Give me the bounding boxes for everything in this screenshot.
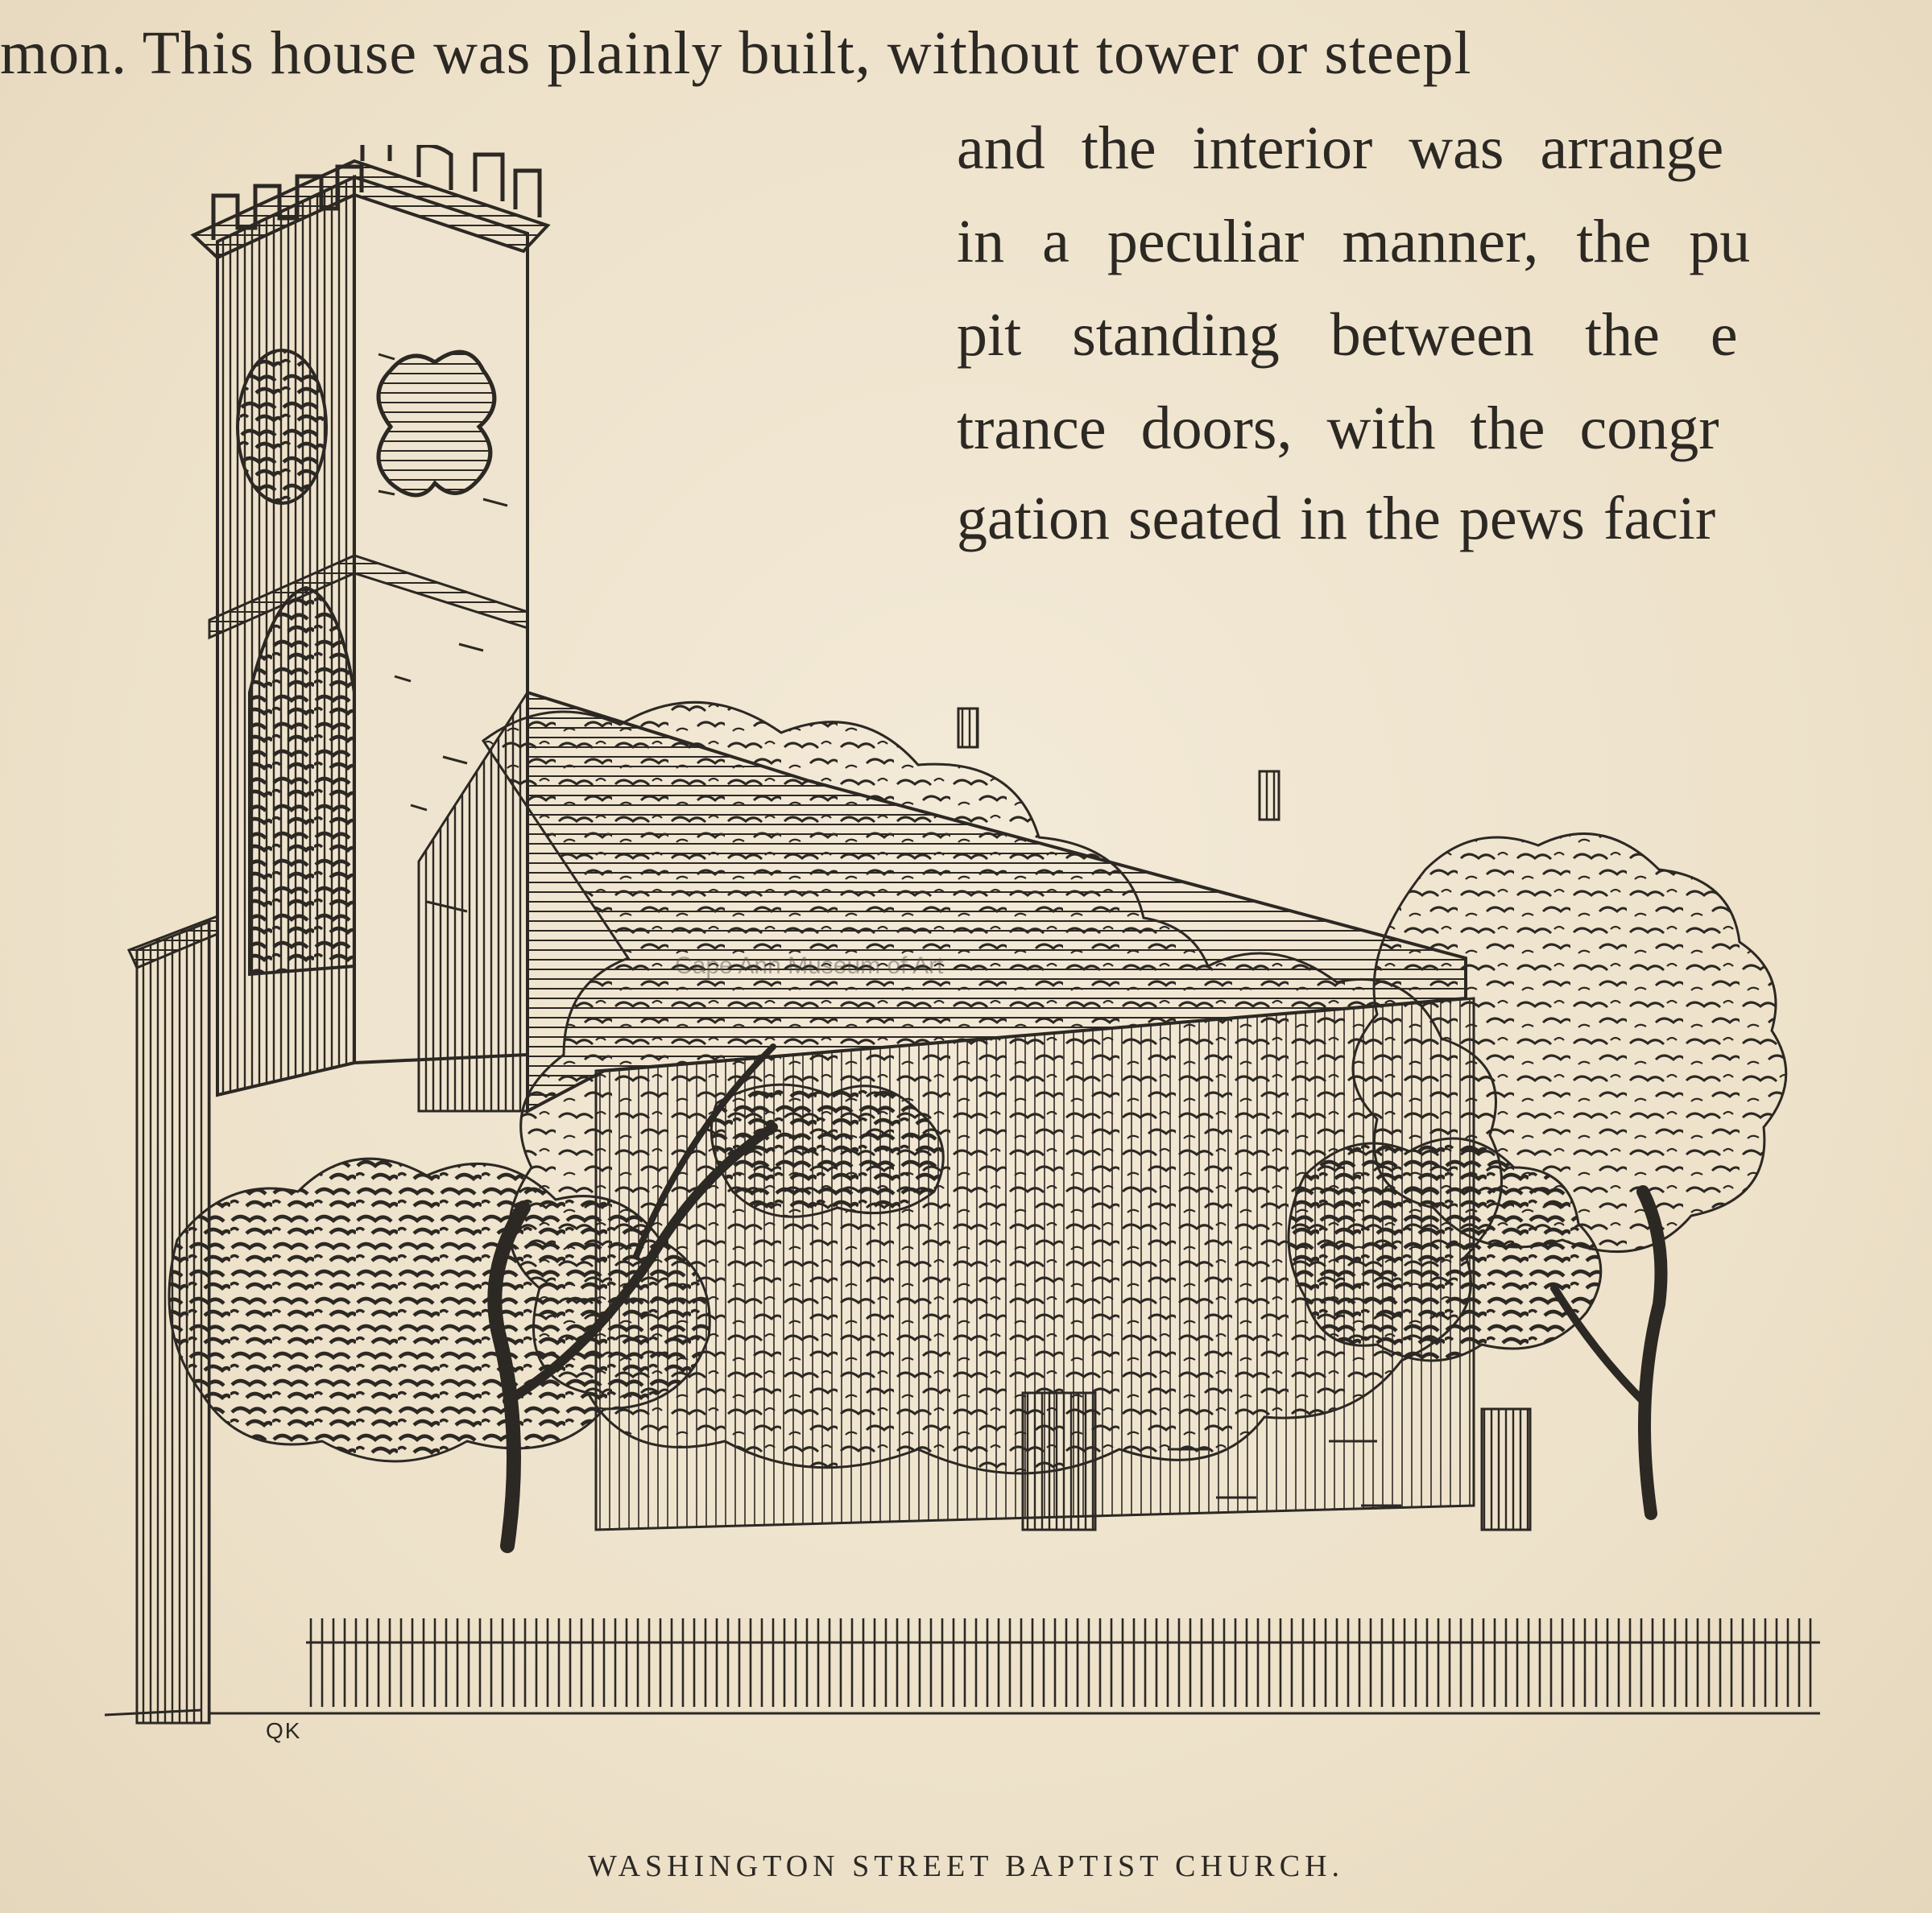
body-text-line: mon. This house was plainly built, without tower or steepl bbox=[0, 19, 1472, 87]
church-illustration bbox=[105, 145, 1836, 1747]
illustration-caption: WASHINGTON STREET BAPTIST CHURCH. bbox=[587, 1849, 1345, 1883]
body-text-line: pit standing between the e bbox=[957, 301, 1738, 369]
body-text-line: gation seated in the pews facir bbox=[957, 485, 1716, 552]
artist-signature: QK bbox=[266, 1718, 302, 1743]
watermark: Cape Ann Museum of Art bbox=[675, 952, 944, 979]
body-text-line: and the interior was arrange bbox=[957, 114, 1724, 182]
body-text-line: trance doors, with the congr bbox=[957, 395, 1719, 462]
picket-fence bbox=[306, 1618, 1820, 1707]
body-text-line: in a peculiar manner, the pu bbox=[957, 208, 1751, 275]
